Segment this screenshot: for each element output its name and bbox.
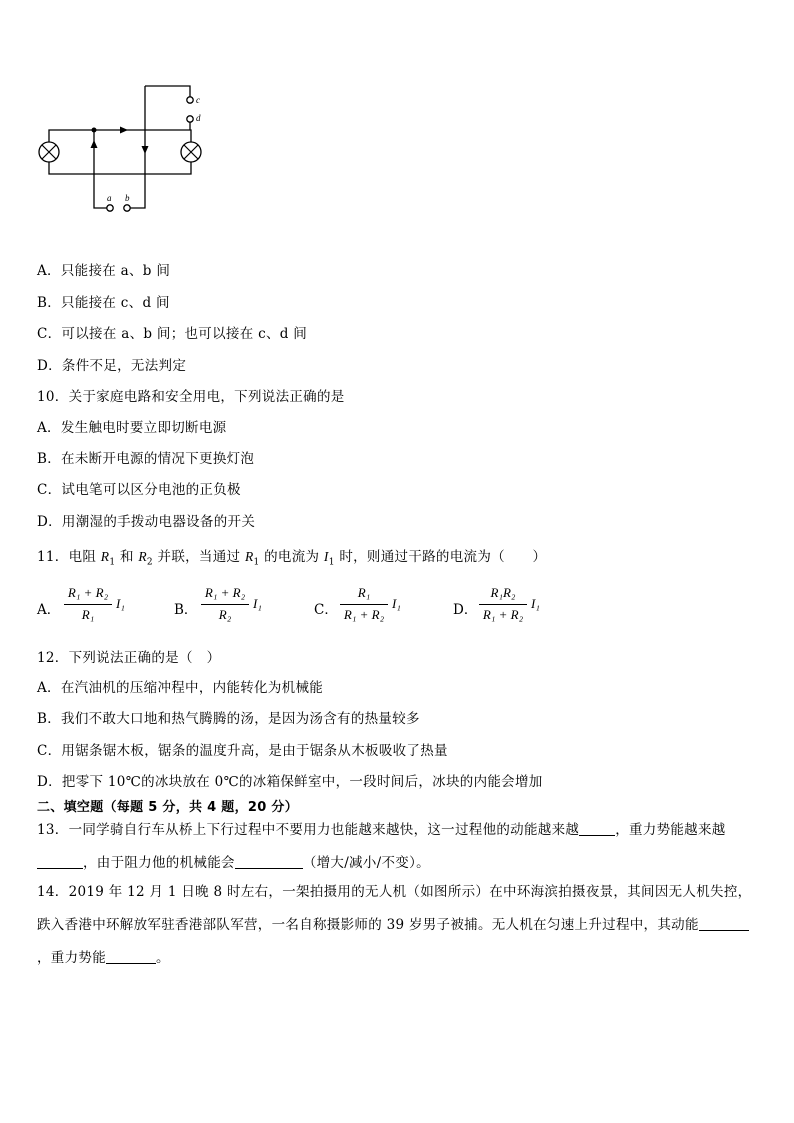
fraction-numerator: R₁ — [357, 585, 371, 600]
q11-option-d-fraction — [479, 585, 540, 625]
var-r1-b: R — [244, 549, 254, 564]
q13-part3: ，由于阻力他的机械能会 — [83, 855, 235, 871]
fraction-numerator: R₁ + R₂ — [67, 585, 109, 600]
section-heading: 二、填空题（每题 5 分，共 4 题，20 分） — [37, 800, 299, 815]
q13-part4: （增大/减小/不变）。 — [302, 855, 430, 871]
q10-option-b: B．在未断开电源的情况下更换灯泡 — [37, 451, 255, 467]
q14-part1: 14．2019 年 12 月 1 日晚 8 时左右，一架拍摄用的无人机（如图所示）在中环海滨拍摄夜景，其间因无人机失控，跌入香港中环解放军驻香港部队军营，一名自称摄影师的 39 岁男子被捕。无人机在匀速上升过程中，其动能 — [37, 884, 752, 933]
fraction-numerator: R₁R₂ — [490, 585, 516, 600]
label-b: b — [125, 193, 130, 203]
fraction-tail: I₁ — [392, 596, 401, 611]
fraction-denominator: R₁ + R₂ — [482, 607, 524, 622]
q14-part2: ，重力势能 — [37, 950, 106, 966]
q12-option-a: A．在汽油机的压缩冲程中，内能转化为机械能 — [37, 680, 324, 696]
arrow-up-icon — [91, 140, 98, 148]
label-a: a — [107, 193, 112, 203]
q11-option-a-fraction — [64, 585, 125, 625]
q11-option-c-letter: C． — [314, 602, 338, 618]
fraction-bar — [479, 604, 527, 605]
q14-text — [37, 876, 759, 975]
q10-stem: 10．关于家庭电路和安全用电，下列说法正确的是 — [37, 389, 345, 405]
fraction-bar — [64, 604, 112, 605]
q10-option-c: C．试电笔可以区分电池的正负极 — [37, 482, 241, 498]
var-r1: R — [100, 549, 110, 564]
q11-option-b-letter: B． — [174, 602, 198, 618]
sub-1-b: 1 — [253, 557, 260, 568]
arrow-down-icon — [142, 146, 149, 154]
lamp-left-icon — [39, 142, 59, 162]
q11-and: 和 — [119, 549, 134, 565]
q13-part2: ，重力势能越来越 — [615, 822, 726, 838]
terminal-c — [187, 97, 193, 103]
q11-post: 时，则通过干路的电流为（ ） — [339, 549, 547, 565]
fraction-bar — [201, 604, 249, 605]
lamp-right-icon — [181, 142, 201, 162]
q11-option-d-letter: D． — [453, 602, 478, 618]
q9-option-b: B．只能接在 c、d 间 — [37, 295, 170, 311]
fraction-denominator: R₂ — [218, 607, 232, 622]
terminal-d — [187, 116, 193, 122]
q11-option-c-fraction — [340, 585, 401, 625]
q13-blank-2[interactable] — [37, 854, 83, 869]
q12-option-c: C．用锯条锯木板，锯条的温度升高，是由于锯条从木板吸收了热量 — [37, 743, 448, 759]
sub-1-c: 1 — [328, 557, 335, 568]
q13-blank-1[interactable] — [579, 821, 615, 836]
circuit-diagram — [0, 0, 240, 230]
fraction-tail: I₁ — [253, 596, 262, 611]
label-c: c — [196, 95, 200, 105]
q12-option-b: B．我们不敢大口地和热气腾腾的汤，是因为汤含有的热量较多 — [37, 711, 420, 727]
q11-stem — [37, 545, 546, 568]
terminal-b — [124, 205, 130, 211]
fraction-denominator: R₁ + R₂ — [343, 607, 385, 622]
q9-option-a: A．只能接在 a、b 间 — [37, 263, 171, 279]
var-i1: I — [323, 549, 329, 564]
label-d: d — [196, 113, 201, 123]
fraction-bar — [340, 604, 388, 605]
var-r2: R — [138, 549, 147, 564]
q13-text — [37, 814, 759, 880]
fraction-numerator: R₁ + R₂ — [204, 585, 246, 600]
q9-option-d: D．条件不足，无法判定 — [37, 358, 187, 374]
q10-option-d: D．用潮湿的手拨动电器设备的开关 — [37, 514, 256, 530]
q11-option-b-fraction — [201, 585, 262, 625]
arrow-right-icon — [120, 127, 128, 134]
q10-option-a: A．发生触电时要立即切断电源 — [37, 420, 227, 436]
q13-blank-3[interactable] — [235, 854, 303, 869]
sub-1: 1 — [109, 557, 116, 568]
q9-option-c: C．可以接在 a、b 间；也可以接在 c、d 间 — [37, 326, 308, 342]
q13-part1: 13．一同学骑自行车从桥上下行过程中不要用力也能越来越快，这一过程他的动能越来越 — [37, 822, 580, 838]
q11-stem-pre: 11．电阻 — [37, 549, 97, 565]
q12-stem: 12．下列说法正确的是（ ） — [37, 650, 221, 666]
q14-blank-2[interactable] — [106, 949, 156, 964]
q11-mid2: 的电流为 — [264, 549, 320, 565]
junction-dot — [92, 128, 97, 133]
q12-option-d: D．把零下 10℃的冰块放在 0℃的冰箱保鲜室中，一段时间后，冰块的内能会增加 — [37, 774, 543, 790]
fraction-tail: I₁ — [116, 596, 125, 611]
sub-2: 2 — [146, 557, 153, 568]
fraction-tail: I₁ — [531, 596, 540, 611]
q14-blank-1[interactable] — [699, 916, 749, 931]
q11-option-a-letter: A． — [37, 602, 61, 618]
terminal-a — [107, 205, 113, 211]
fraction-denominator: R₁ — [81, 607, 95, 622]
q11-mid: 并联，当通过 — [157, 549, 241, 565]
q14-part3: 。 — [156, 950, 170, 966]
